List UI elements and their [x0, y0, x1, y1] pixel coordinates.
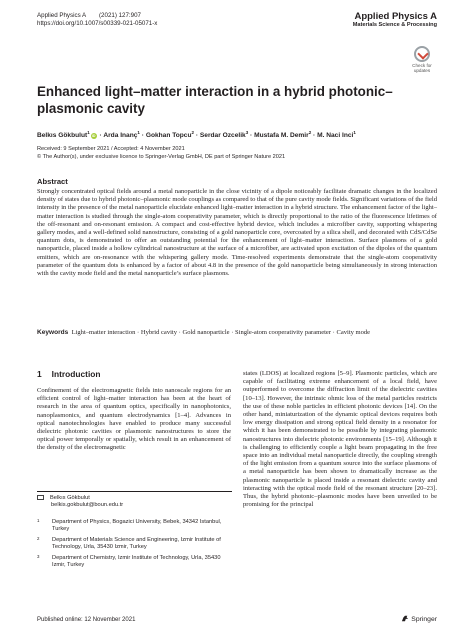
journal-logo — [353, 11, 437, 29]
mail-icon — [37, 495, 44, 500]
author-3[interactable]: Gokhan Topcu — [145, 132, 192, 140]
corr-name: Belkıs Gökbulut — [50, 495, 90, 501]
publisher-logo — [401, 615, 437, 623]
dates-block — [37, 146, 285, 162]
footnote-divider — [37, 491, 232, 492]
doi-link[interactable]: https://doi.org/10.1007/s00339-021-05071-x — [37, 20, 158, 28]
published-online: Published online: 12 November 2021 — [37, 617, 136, 623]
orcid-icon[interactable]: iD — [91, 134, 96, 139]
abstract-heading: Abstract — [37, 177, 68, 186]
year-volume: (2021) 127:907 — [99, 12, 141, 19]
section-number: 1 — [37, 369, 42, 379]
intro-column-2: states (LDOS) at localized regions [5–9]. Plasmonic particles, which are capable of facilitating extreme enhancement of a local field, have outperformed to overcome the diffraction limit of the dielectric cavities [10–13]. However, the intrinsic ohmic loss of the metal particles restricts the use of these noble particles in efficient photonic devices [14]. On the other hand, miniaturization of the dynamic optical devices requires both low energy dissipation and strong optical field density in a resonator for which it has been demonstrated to be possible by integrating plasmonic nanostructures into dielectric photonic environments [15–19]. Although it is challenging to efficiently couple a light beam propagating in the free space into an individual metal nanoparticle directly, the coupling strength of the light emission from a quantum source into the surface plasmons of a metal nanoparticle has been shown to dramatically increase as the plasmonic nanoparticle is placed inside a resonant dielectric cavity and interacting with the optical mode field of the resonant structure [20–23]. Thus, the hybrid photonic–plasmonic modes have been unveiled to be promising for the principal — [243, 370, 437, 509]
check-for-updates-badge[interactable] — [408, 46, 436, 78]
affiliation-1: 1 Department of Physics, Bogazici University, Bebek, 34342 Istanbul, Turkey — [37, 518, 222, 533]
keywords-text: Light–matter interaction · Hybrid cavity · Gold nanoparticle · Single-atom cooperativity parameter · Cavity mode — [71, 329, 371, 336]
badge-line2: updates — [413, 68, 431, 74]
author-4[interactable]: Serdar Ozcelik — [199, 132, 246, 140]
journal-short: Applied Physics A — [37, 12, 87, 19]
author-1[interactable]: Belkıs Gökbulut — [37, 132, 88, 140]
intro-heading — [37, 369, 101, 379]
check-updates-icon — [414, 46, 430, 62]
corr-email[interactable]: belkis.gokbulut@boun.edu.tr — [51, 502, 124, 509]
journal-subtitle: Materials Science & Processing — [352, 22, 437, 28]
copyright: © The Author(s), under exclusive licence to Springer-Verlag GmbH, DE part of Springer Nature 2021 — [37, 153, 286, 160]
author-2[interactable]: Arda Inanç — [103, 132, 138, 140]
affiliation-2: 2 Department of Materials Science and Engineering, Izmir Institute of Technology, Urla, 35430 Izmir, Turkey — [37, 536, 221, 551]
journal-name: Applied Physics A — [354, 11, 437, 22]
keywords-block — [37, 329, 437, 337]
author-5[interactable]: Mustafa M. Demir — [254, 132, 309, 140]
affiliation-3: 3 Department of Chemistry, Izmir Institute of Technology, Urla, 35430 Izmir, Turkey — [37, 554, 221, 569]
correspondence — [37, 495, 123, 510]
affiliations — [37, 519, 232, 573]
badge-line1: Check for — [412, 63, 432, 68]
intro-column-1: Confinement of the electromagnetic fields into nanoscale regions for an efficient control of light–matter interaction has been at the heart of research in the area of quantum optics, specifically in nanophotonics, nanoplasmonics, and quantum electrodynamics [1–4]. Advances in optical nanotechnologies have enabled to produce many successful dielectric photonic cavities or plasmonic nanostructures to store the optical power temporally or spatially, which result in an enhancement of the density of the electromagnetic — [37, 387, 231, 452]
abstract-text: Strongly concentrated optical fields around a metal nanoparticle in the close vicinity of a dipole noticeably facilitate dramatic changes in the localized density of states due to hybrid photonic–plasmonic mode couplings as compared to that of the pure cavity mode fields. Significant variations of the field intensity in the presence of the metal nanoparticle elucidate enhanced light–matter interaction in a hybrid structure. The enhancement factor of the light–matter interaction is studied through the single-atom cooperativity parameter, which is directly proportional to the ratio of the fluorescence lifetimes of the off-resonant and on-resonant emission. A compact and cost-effective hybrid device, which includes a microfiber cavity, supporting whispering gallery modes, and a well-defined solid nanostructure, consisting of a gold nanoparticle core, overcoated by a silica shell, and decorated with CdS/CdSe quantum dots, is demonstrated to offer an outstanding potential for the enhancement of light–matter interaction. Surface plasmons of a gold nanoparticle, placed inside a hollow cylindrical nanostructure at the surface of a microfiber, are activated upon excitation of the dipoles of the quantum emitters, which are on-resonance with the whispering gallery mode. Time-resolved experiments demonstrate that the single-atom cooperativity parameter of the quantum dots is enhanced by a factor of about 4.8 in the presence of the gold nanoparticle being simultaneously in strong interaction with the cavity mode field and the metal nanoparticle’s surface plasmons. — [37, 188, 437, 278]
section-title: Introduction — [51, 369, 101, 379]
author-6[interactable]: M. Naci Inci — [317, 132, 354, 140]
author-list: Belkıs Gökbulut$^1$iD · Arda Inanç$^1$ · Gokhan Topcu$^2$ · Serdar Ozcelik$^3$ · Mustafa M. Demir$^2$ · M. Naci Inci$^1$ — [37, 130, 356, 140]
publisher-name: Springer — [411, 616, 437, 623]
paper-title: Enhanced light–matter interaction in a hybrid photonic–plasmonic cavity — [37, 84, 393, 116]
received-accepted: Received: 9 September 2021 / Accepted: 4 November 2021 — [37, 146, 185, 152]
running-header — [37, 12, 157, 29]
springer-horse-icon — [401, 615, 409, 622]
keywords-label: Keywords — [37, 329, 69, 336]
